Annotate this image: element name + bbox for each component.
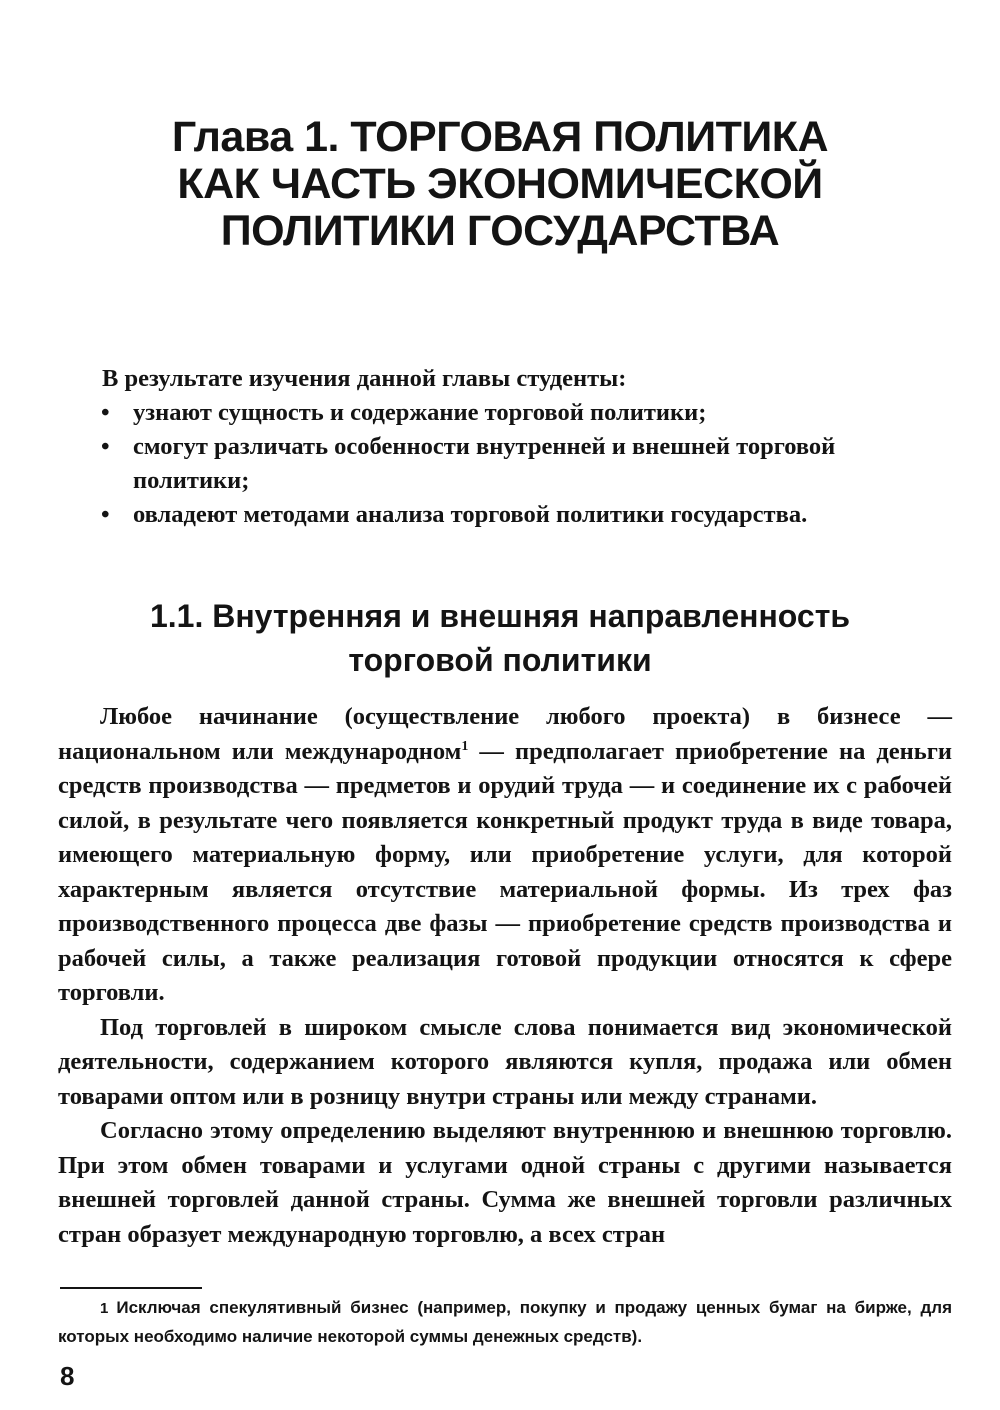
objectives-intro: В результате изучения данной главы студенты: [102, 365, 627, 392]
section-title-line: 1.1. Внутренняя и внешняя направленность [149, 598, 851, 634]
footnote-divider [60, 1287, 202, 1289]
footnote [58, 1294, 952, 1351]
section-title-line: торговой политики [348, 642, 652, 678]
paragraph: Согласно этому определению выделяют внутреннюю и внешнюю торговлю. При этом обмен товарами и услугами одной страны с другими называется внешней торговлей данной страны. Сумма же внешней торговли различных стран образует международную торговлю, а всех стран [58, 1117, 952, 1248]
footnote-text: Исключая спекулятивный бизнес (например, покупку и продажу ценных бумаг на бирже, для которых необходимо наличие некоторой суммы денежных средств). [58, 1298, 952, 1346]
objective-item: • узнают сущность и содержание торговой политики; [97, 396, 952, 430]
body-text [58, 700, 952, 1252]
chapter-title-line: ПОЛИТИКИ ГОСУДАРСТВА [220, 207, 780, 255]
learning-objectives [97, 362, 952, 532]
paragraph [58, 700, 952, 1011]
chapter-title-line: КАК ЧАСТЬ ЭКОНОМИЧЕСКОЙ [177, 160, 823, 208]
objective-item: • овладеют методами анализа торговой политики государства. [97, 498, 952, 532]
section-title [60, 594, 940, 682]
footnote-reference[interactable]: 1 [461, 738, 469, 754]
objectives-list [97, 396, 952, 532]
page-number: 8 [60, 1361, 75, 1391]
footnote-mark: 1 [100, 1300, 109, 1317]
chapter-title [60, 114, 940, 255]
paragraph-text: — предполагает приобретение на деньги средств производства — предметов и орудий труда — и соединение их с рабочей силой, в результате чего появляется конкретный продукт труда в виде товара, имеющего материальную форму, или приобретение услуги, для которой характерным является отсутствие материальной формы. Из трех фаз производственного процесса две фазы — приобретение средств производства и рабочей силы, а также реализация готовой продукции относятся к сфере торговли. [58, 737, 952, 1006]
objective-item: • смогут различать особенности внутренней и внешней торговой политики; [97, 430, 952, 498]
paragraph-text: Любое начинание (осуществление любого проекта) в бизнесе — национальном или международном [58, 703, 952, 765]
paragraph: Под торговлей в широком смысле слова понимается вид экономической деятельности, содержанием которого являются купля, продажа или обмен товарами оптом или в розницу внутри страны или между странами. [58, 1013, 952, 1110]
chapter-title-line: Глава 1. ТОРГОВАЯ ПОЛИТИКА [171, 113, 829, 161]
